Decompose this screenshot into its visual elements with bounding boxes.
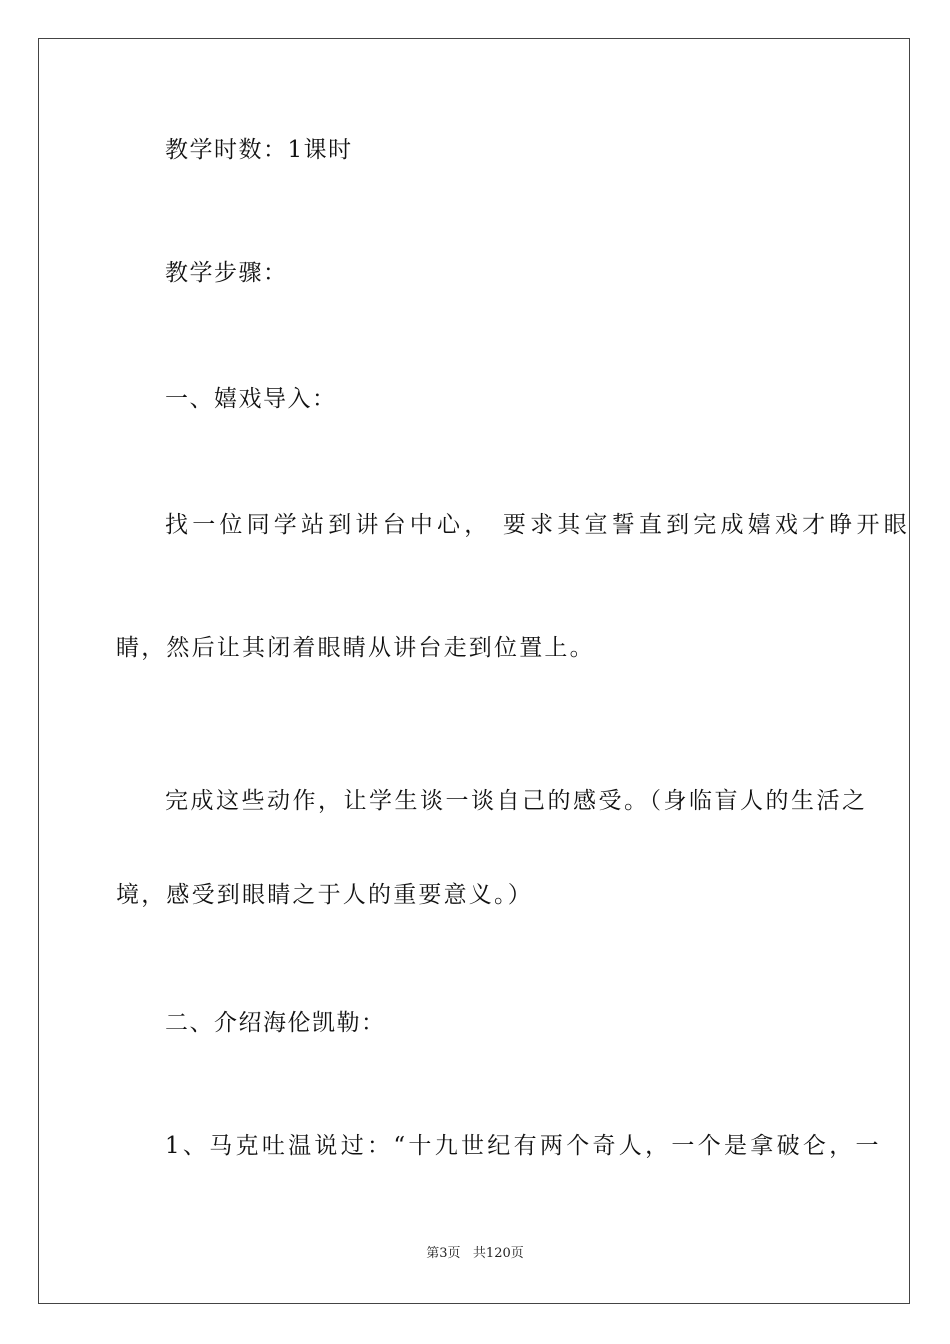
page-border: [38, 38, 910, 1304]
paragraph-line-continuation: 睛，然后让其闭着眼睛从讲台走到位置上。: [116, 635, 595, 661]
section-heading-helen-keller: 二、介绍海伦凯勒：: [165, 1010, 386, 1036]
text-line-teaching-hours: 教学时数：1课时: [165, 137, 353, 163]
paragraph-line: 完成这些动作，让学生谈一谈自己的感受。（身临盲人的生活之: [165, 788, 868, 814]
text-line-teaching-steps: 教学步骤：: [165, 260, 288, 286]
page-number-footer: 第3页 共120页: [426, 1246, 524, 1261]
paragraph-line: 1、马克吐温说过：“十九世纪有两个奇人，一个是拿破仑，一: [165, 1133, 882, 1159]
section-heading-game-intro: 一、嬉戏导入：: [165, 386, 337, 412]
paragraph-line: 找一位同学站到讲台中心， 要求其宣誓直到完成嬉戏才睁开眼: [165, 512, 911, 538]
paragraph-line-continuation: 境，感受到眼睛之于人的重要意义。）: [116, 882, 533, 908]
